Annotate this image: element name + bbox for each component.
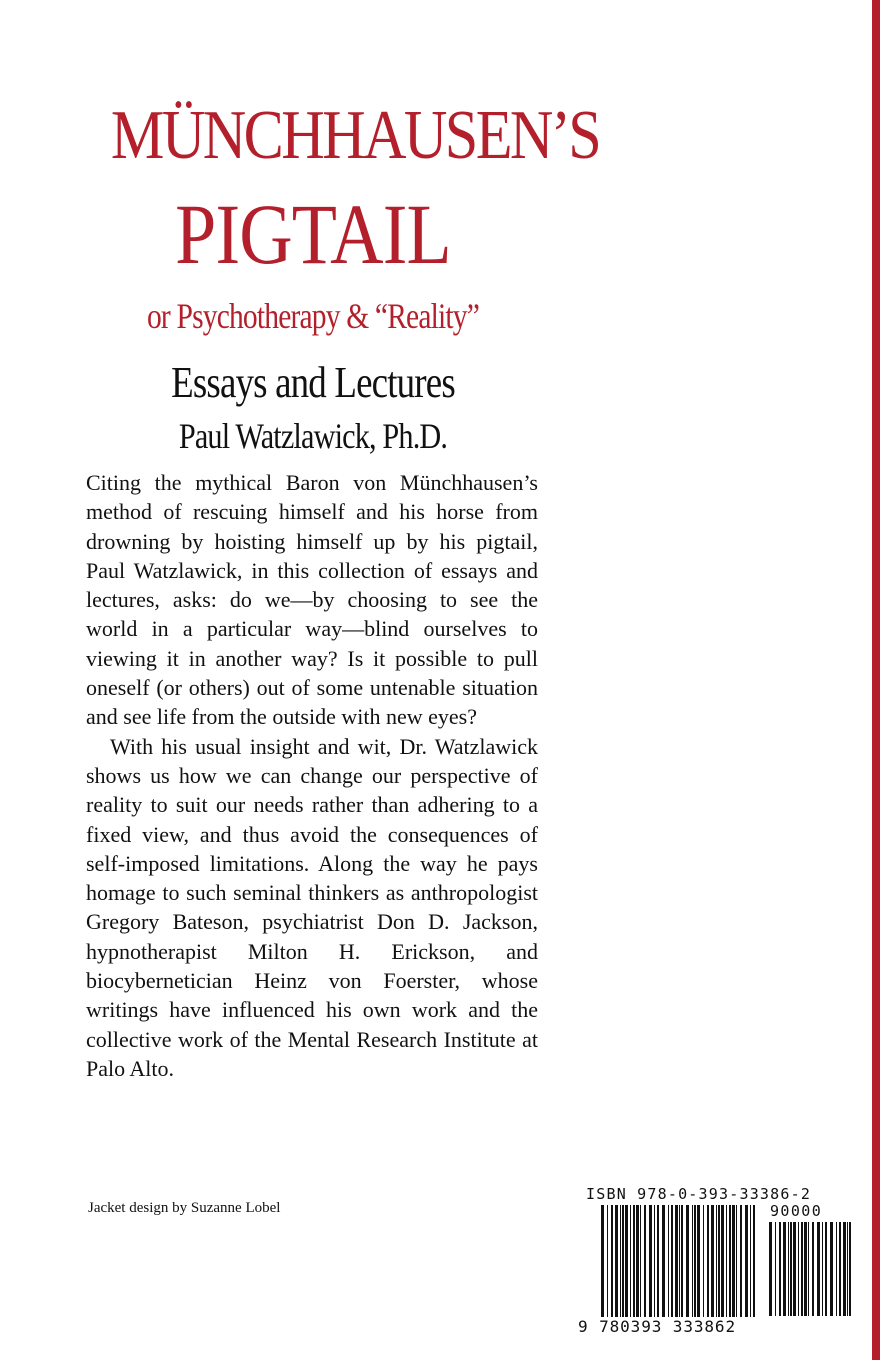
barcode-bar (675, 1205, 678, 1317)
barcode-bar (625, 1205, 628, 1317)
barcode-bar (692, 1205, 693, 1317)
barcode-bar (636, 1205, 639, 1317)
barcode-bar (808, 1222, 809, 1316)
barcode-bar (801, 1222, 803, 1316)
barcode-bar (812, 1222, 814, 1316)
spine-edge-stripe (872, 0, 880, 1360)
barcode-bar (793, 1222, 796, 1316)
barcode-bar (718, 1205, 720, 1317)
barcode-bar (836, 1222, 837, 1316)
addon-digits: 90000 (770, 1202, 823, 1220)
barcode-bar (671, 1205, 673, 1317)
barcode-bar (753, 1205, 755, 1317)
barcode-bar (649, 1205, 652, 1317)
barcode-bar (790, 1222, 792, 1316)
jacket-credit: Jacket design by Suzanne Lobel (88, 1200, 281, 1216)
title-line-2: PIGTAIL (175, 186, 451, 282)
barcode-bar (804, 1222, 807, 1316)
barcode-bar (654, 1205, 655, 1317)
barcode-bar (694, 1205, 696, 1317)
barcode-bar (640, 1205, 641, 1317)
ean-barcode (600, 1205, 758, 1317)
barcode-bar (607, 1205, 608, 1317)
barcode-bar (788, 1222, 789, 1316)
barcode-bar (839, 1222, 841, 1316)
barcode-bar (707, 1205, 709, 1317)
ean-digits: 9 780393 333862 (578, 1317, 736, 1336)
barcode-bar (817, 1222, 820, 1316)
blurb-paragraph-2: With his usual insight and wit, Dr. Watzlawick shows us how we can change our perspective of reality to suit our needs rather than adhering to a fixed view, and thus avoid the consequences of self-imposed limitations. Along the way he pays homage to such seminal thinkers as anthropologist Gregory Bateson, psychiatrist Don D. Jackson, hypnotherapist Milton H. Erickson, and biocybernetician Heinz von Foerster, whose writings have influenced his own work and the collective work of the Mental Research Institute at Palo Alto. (86, 733, 538, 1081)
barcode-bar (679, 1205, 680, 1317)
barcode-bar (622, 1205, 624, 1317)
barcode-bar (798, 1222, 799, 1316)
barcode-bar (775, 1222, 776, 1316)
barcode-bar (711, 1205, 714, 1317)
barcode-bar (822, 1222, 823, 1316)
blurb-paragraph-1: Citing the mythical Baron von Münchhausen’s method of rescuing himself and his horse from drowning by hoisting himself up by his pigtail, Paul Watzlawick, in this collection of essays and lectures, asks: do we—by choosing to see the world in a particular way—blind ourselves to viewing it in another way? Is it possible to pull oneself (or others) out of some untenable situation and see life from the outside with new eyes? (86, 470, 538, 730)
barcode-bar (726, 1205, 727, 1317)
addon-barcode (768, 1222, 854, 1316)
barcode-bar (783, 1222, 786, 1316)
subtitle: or Psychotherapy & “Reality” (146, 296, 479, 336)
barcode-bar (657, 1205, 659, 1317)
barcode-bar (697, 1205, 700, 1317)
barcode-bar (830, 1222, 833, 1316)
barcode-bar (633, 1205, 635, 1317)
title-line-1: MÜNCHHAUSEN’S (110, 97, 600, 174)
barcode-bar (644, 1205, 646, 1317)
barcode-bar (668, 1205, 669, 1317)
barcode-bar (721, 1205, 724, 1317)
isbn-label: ISBN 978-0-393-33386-2 (586, 1185, 812, 1203)
barcode-bar (611, 1205, 613, 1317)
barcode-bar (681, 1205, 683, 1317)
barcode-bar (601, 1205, 604, 1317)
barcode-bar (843, 1222, 846, 1316)
barcode-bar (615, 1205, 618, 1317)
barcode-bar (620, 1205, 621, 1317)
barcode-bar (825, 1222, 827, 1316)
barcode-bar (630, 1205, 631, 1317)
barcode-bar (740, 1205, 742, 1317)
barcode-bar (716, 1205, 717, 1317)
barcode-bar (849, 1222, 851, 1316)
series-title: Essays and Lectures (171, 358, 455, 407)
barcode-bar (703, 1205, 704, 1317)
barcode-bar (729, 1205, 731, 1317)
barcode-bar (750, 1205, 751, 1317)
barcode-bar (779, 1222, 781, 1316)
author-name: Paul Watzlawick, Ph.D. (178, 416, 448, 456)
barcode-bar (686, 1205, 689, 1317)
barcode-bar (769, 1222, 772, 1316)
barcode-bar (736, 1205, 737, 1317)
barcode-bar (732, 1205, 735, 1317)
blurb (86, 468, 538, 1083)
barcode-bar (662, 1205, 665, 1317)
barcode-bar (745, 1205, 748, 1317)
barcode-bar (847, 1222, 848, 1316)
